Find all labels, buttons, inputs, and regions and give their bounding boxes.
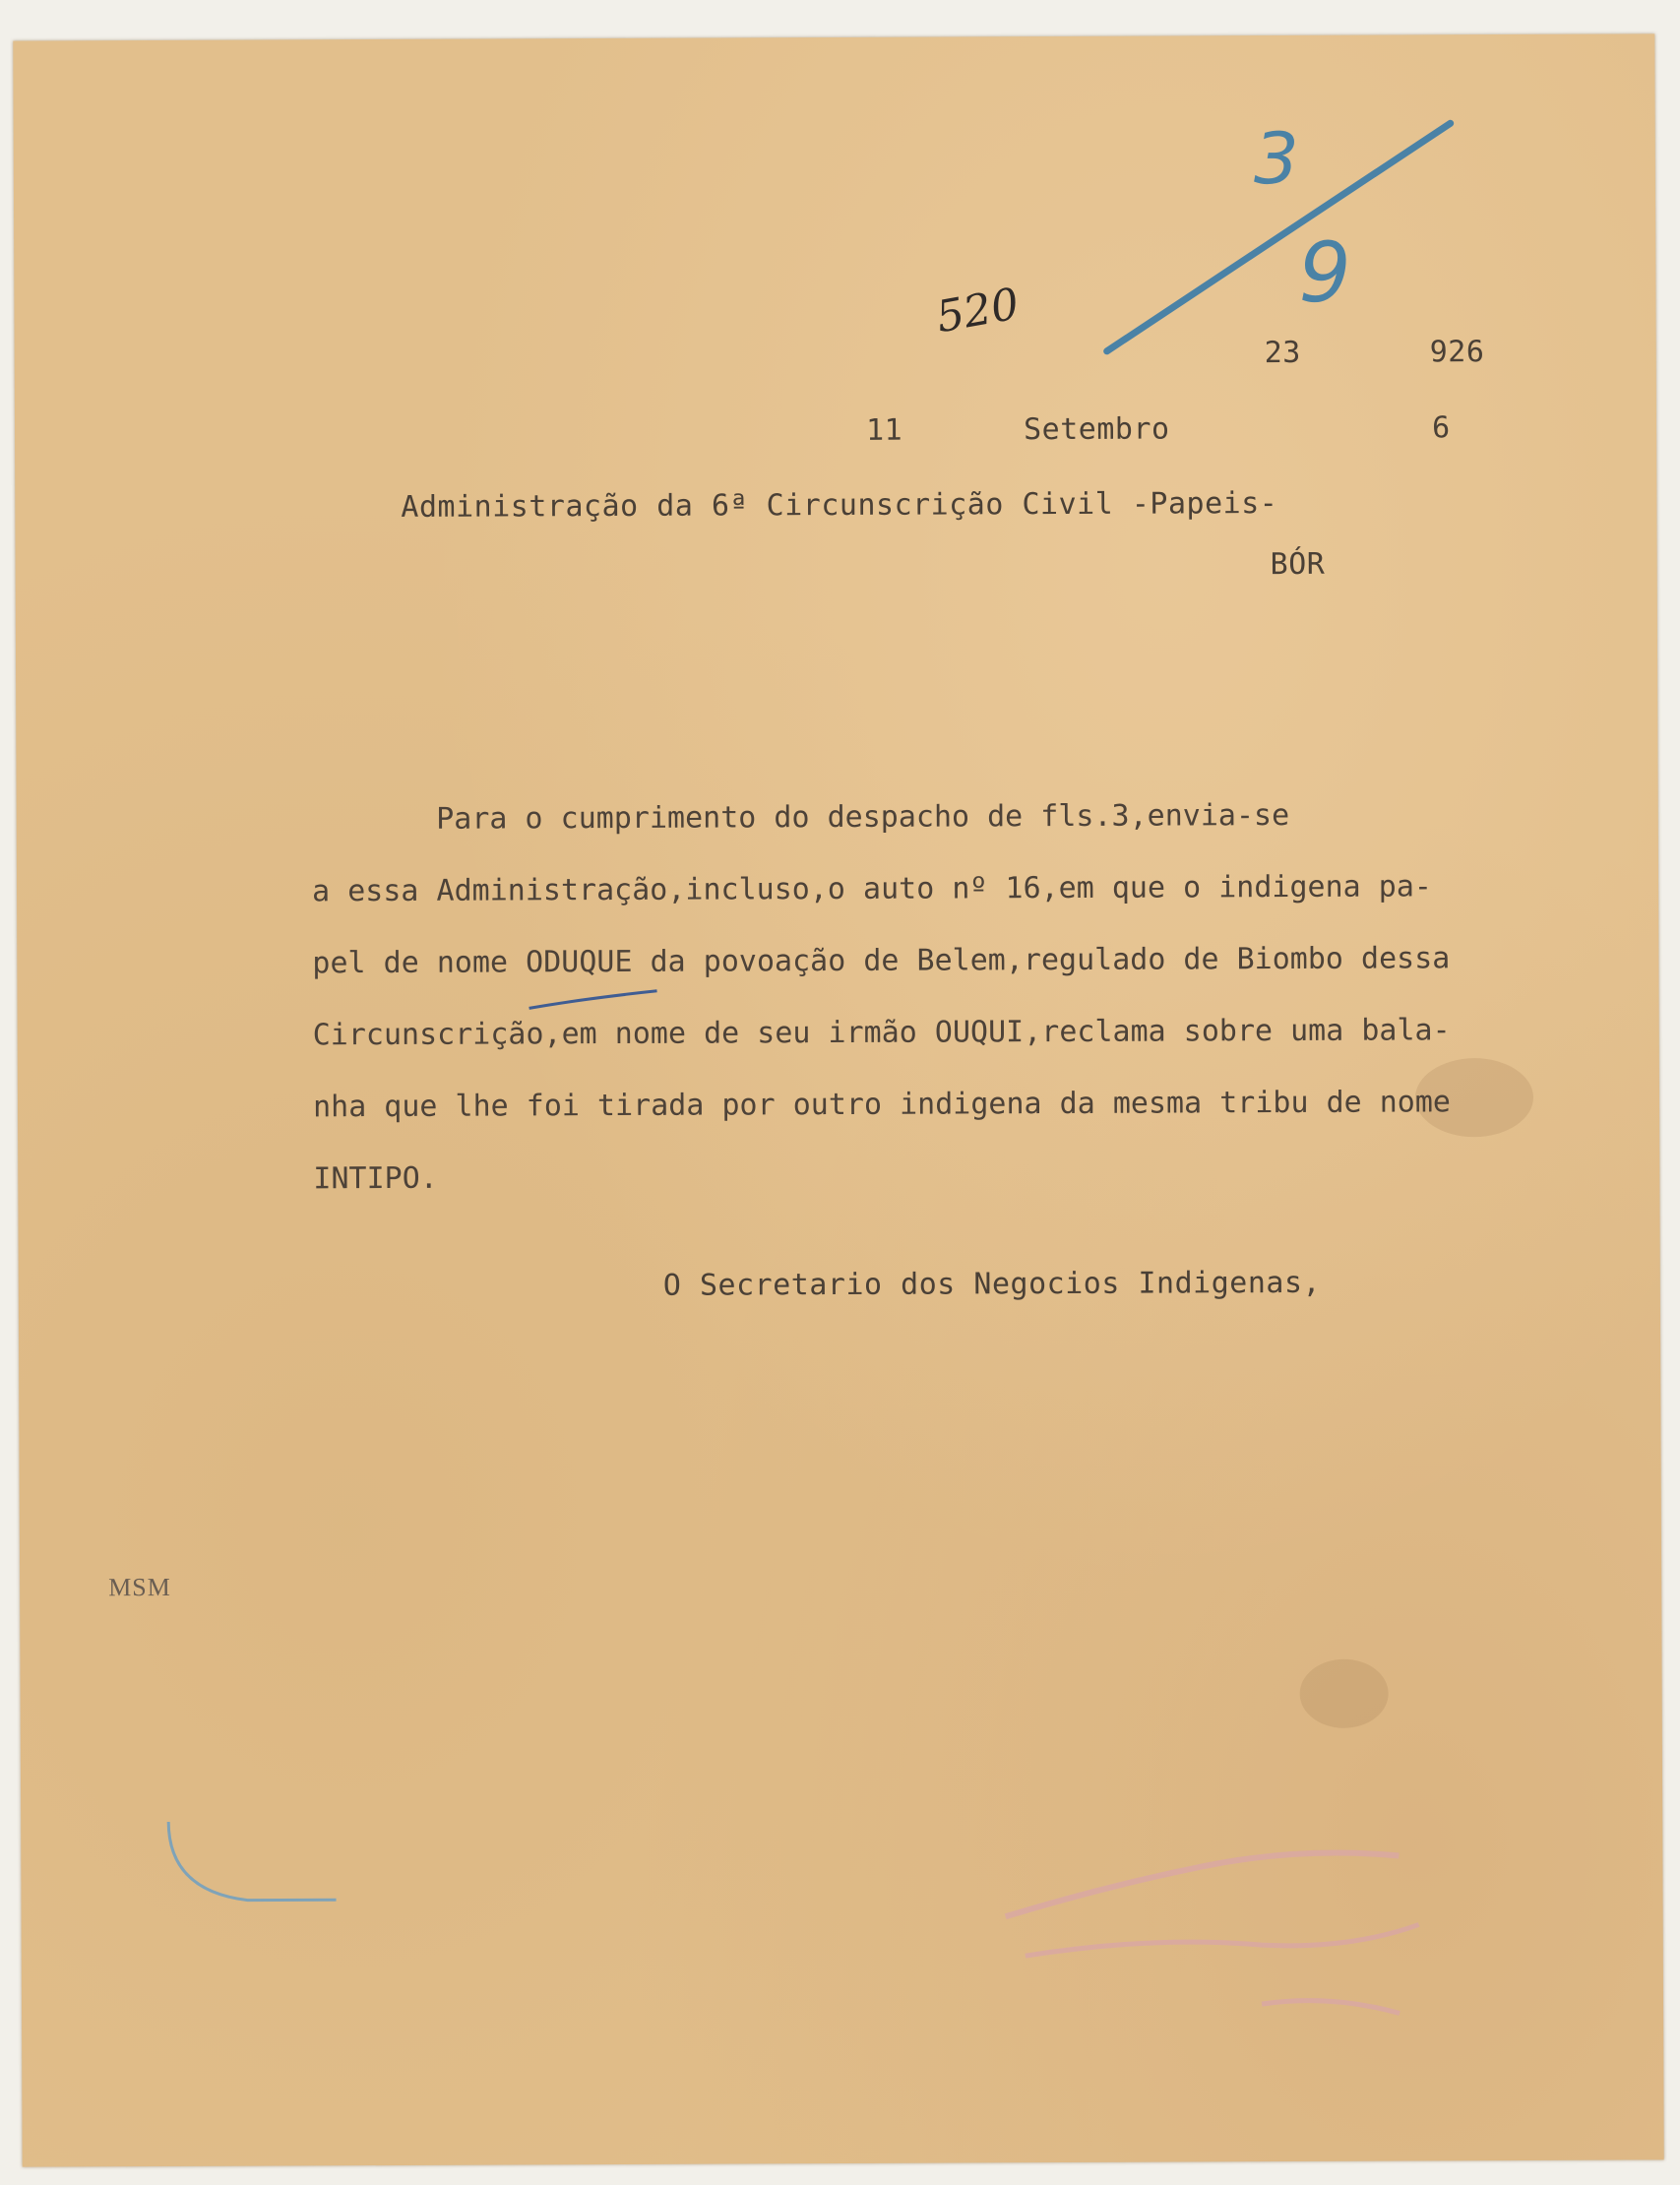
body-line-5: nha que lhe foi tirada por outro indigena da mesma tribu de nome <box>312 1085 1452 1125</box>
body-line-1: Para o cumprimento do despacho de fls.3,envia-se <box>311 797 1290 838</box>
body-line-6: INTIPO. <box>313 1160 438 1197</box>
document-page <box>13 33 1663 2166</box>
body-line-3: pel de nome ODUQUE da povoação de Belem,regulado de Biombo dessa <box>312 941 1451 981</box>
blue-pencil-curve <box>168 1821 336 1901</box>
stamp-number-right: 926 <box>1429 335 1485 370</box>
recipient-line: Administração da 6ª Circunscrição Civil -Papeis- <box>401 486 1278 525</box>
date-number: 6 <box>1431 410 1451 446</box>
blue-digit-3: 3 <box>1253 116 1299 201</box>
date-day: 11 <box>865 412 903 448</box>
faint-stamp <box>1005 1852 1419 2015</box>
date-month: Setembro <box>1023 411 1170 448</box>
stamp-number-left: 23 <box>1264 335 1301 371</box>
name-underline <box>529 991 657 1009</box>
blue-digit-9: 9 <box>1298 223 1352 321</box>
body-line-2: a essa Administração,incluso,o auto nº 16,em que o indigena pa- <box>311 869 1433 909</box>
typist-initials: MSM <box>108 1572 171 1602</box>
handwritten-number: 520 <box>932 279 1024 343</box>
body-line-4: Circunscrição,em nome de seu irmão OUQUI,reclama sobre uma bala- <box>312 1013 1451 1053</box>
signature-line: O Secretario dos Negocios Indigenas, <box>662 1265 1322 1303</box>
recipient-place: BÓR <box>1270 546 1326 583</box>
